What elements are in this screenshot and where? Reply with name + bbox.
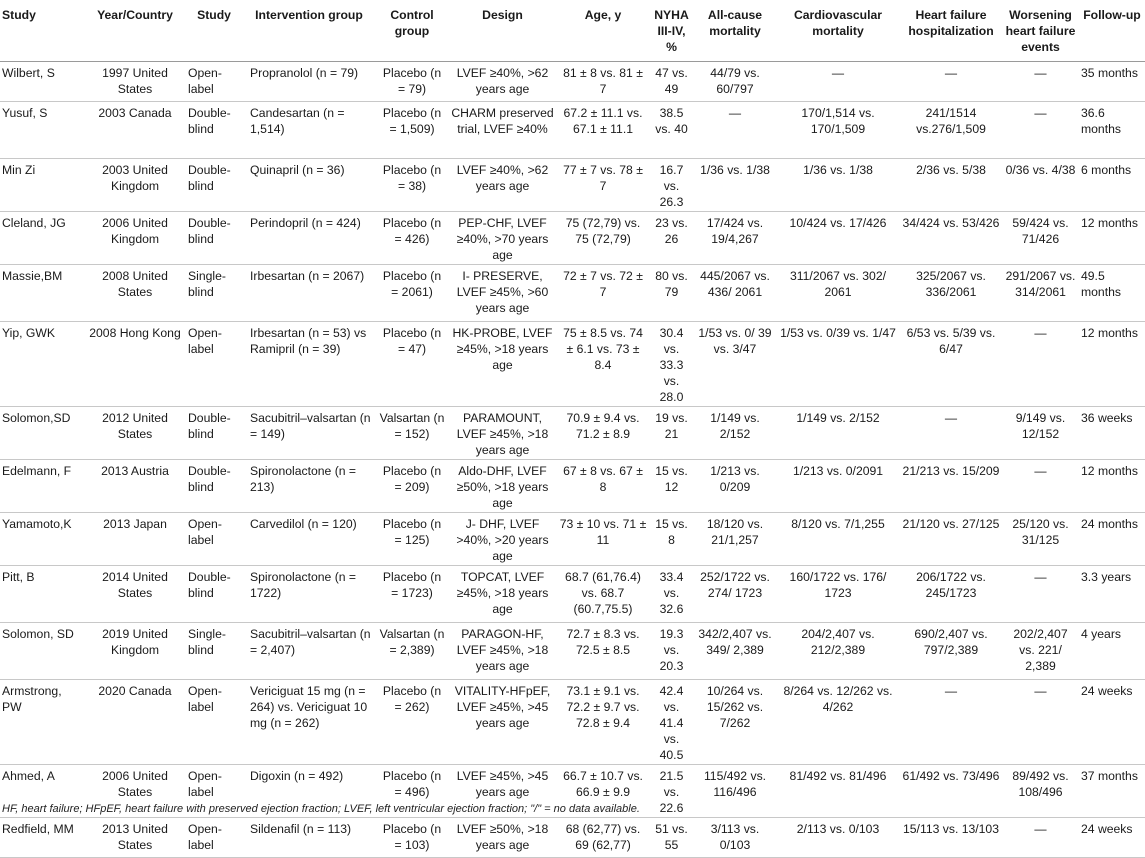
cell-worsening-hf: 202/2,407 vs. 221/ 2,389 — [1002, 623, 1079, 680]
header-year-country: Year/Country — [84, 3, 186, 62]
cell-intervention: Sacubitril–valsartan (n = 149) — [242, 407, 376, 460]
cell-study: Solomon,SD — [0, 407, 84, 460]
cell-worsening-hf: — — [1002, 460, 1079, 513]
cell-age: 73.1 ± 9.1 vs. 72.2 ± 9.7 vs. 72.8 ± 9.4 — [557, 680, 649, 765]
table-row — [0, 566, 1145, 623]
table-row — [0, 212, 1145, 265]
cell-worsening-hf: 25/120 vs. 31/125 — [1002, 513, 1079, 566]
table-row — [0, 680, 1145, 765]
cell-hf-hospitalization: 2/36 vs. 5/38 — [900, 159, 1002, 212]
cell-cv-mortality: 2/113 vs. 0/103 — [776, 818, 900, 858]
cell-age: 68.7 (61,76.4) vs. 68.7 (60.7,75.5) — [557, 566, 649, 623]
header-intervention: Intervention group — [242, 3, 376, 62]
cell-intervention: Propranolol (n = 79) — [242, 62, 376, 102]
cell-follow-up: 24 weeks — [1079, 680, 1145, 765]
cell-study: Armstrong, PW — [0, 680, 84, 765]
header-age: Age, y — [557, 3, 649, 62]
cell-follow-up: 24 months — [1079, 513, 1145, 566]
cell-intervention: Candesartan (n = 1,514) — [242, 102, 376, 159]
table-row — [0, 818, 1145, 858]
header-study-type: Study — [186, 3, 242, 62]
cell-study-type: Single-blind — [186, 265, 242, 322]
cell-year-country: 2019 United Kingdom — [84, 623, 186, 680]
cell-worsening-hf: — — [1002, 680, 1079, 765]
study-characteristics-table — [0, 3, 1145, 858]
cell-cv-mortality: 311/2067 vs. 302/ 2061 — [776, 265, 900, 322]
table-row — [0, 265, 1145, 322]
cell-design: PARAGON-HF, LVEF ≥45%, >18 years age — [448, 623, 557, 680]
cell-study-type: Double-blind — [186, 102, 242, 159]
cell-follow-up: 49.5 months — [1079, 265, 1145, 322]
cell-nyha: 33.4 vs. 32.6 — [649, 566, 694, 623]
cell-all-cause-mortality: 445/2067 vs. 436/ 2061 — [694, 265, 776, 322]
cell-intervention: Quinapril (n = 36) — [242, 159, 376, 212]
cell-year-country: 2006 United Kingdom — [84, 212, 186, 265]
cell-age: 67.2 ± 11.1 vs. 67.1 ± 11.1 — [557, 102, 649, 159]
cell-age: 75 (72,79) vs. 75 (72,79) — [557, 212, 649, 265]
cell-intervention: Irbesartan (n = 53) vs Ramipril (n = 39) — [242, 322, 376, 407]
cell-intervention: Vericiguat 15 mg (n = 264) vs. Vericiguat 10 mg (n = 262) — [242, 680, 376, 765]
cell-all-cause-mortality: — — [694, 102, 776, 159]
cell-study-type: Open-label — [186, 680, 242, 765]
header-nyha: NYHA III-IV, % — [649, 3, 694, 62]
cell-control: Placebo (n = 496) — [376, 765, 448, 818]
cell-hf-hospitalization: 6/53 vs. 5/39 vs. 6/47 — [900, 322, 1002, 407]
cell-control: Placebo (n = 2061) — [376, 265, 448, 322]
table-row — [0, 322, 1145, 407]
cell-hf-hospitalization: 241/1514 vs.276/1,509 — [900, 102, 1002, 159]
cell-worsening-hf: 9/149 vs. 12/152 — [1002, 407, 1079, 460]
cell-design: PEP-CHF, LVEF ≥40%, >70 years age — [448, 212, 557, 265]
cell-year-country: 1997 United States — [84, 62, 186, 102]
cell-follow-up: 37 months — [1079, 765, 1145, 818]
cell-cv-mortality: 170/1,514 vs. 170/1,509 — [776, 102, 900, 159]
cell-follow-up: 4 years — [1079, 623, 1145, 680]
cell-nyha: 21.5 vs. 22.6 — [649, 765, 694, 818]
cell-all-cause-mortality: 17/424 vs. 19/4,267 — [694, 212, 776, 265]
cell-hf-hospitalization: 325/2067 vs. 336/2061 — [900, 265, 1002, 322]
cell-hf-hospitalization: 34/424 vs. 53/426 — [900, 212, 1002, 265]
cell-control: Placebo (n = 125) — [376, 513, 448, 566]
cell-worsening-hf: — — [1002, 322, 1079, 407]
cell-cv-mortality: 1/213 vs. 0/2091 — [776, 460, 900, 513]
cell-year-country: 2013 Japan — [84, 513, 186, 566]
cell-study: Yusuf, S — [0, 102, 84, 159]
cell-control: Valsartan (n = 2,389) — [376, 623, 448, 680]
cell-hf-hospitalization: — — [900, 62, 1002, 102]
cell-cv-mortality: 8/264 vs. 12/262 vs. 4/262 — [776, 680, 900, 765]
cell-nyha: 51 vs. 55 — [649, 818, 694, 858]
table-row — [0, 159, 1145, 212]
cell-study-type: Open-label — [186, 62, 242, 102]
cell-nyha: 42.4 vs. 41.4 vs. 40.5 — [649, 680, 694, 765]
cell-nyha: 15 vs. 8 — [649, 513, 694, 566]
cell-age: 68 (62,77) vs. 69 (62,77) — [557, 818, 649, 858]
cell-year-country: 2014 United States — [84, 566, 186, 623]
cell-cv-mortality: 160/1722 vs. 176/ 1723 — [776, 566, 900, 623]
cell-year-country: 2006 United States — [84, 765, 186, 818]
cell-age: 67 ± 8 vs. 67 ± 8 — [557, 460, 649, 513]
cell-all-cause-mortality: 3/113 vs. 0/103 — [694, 818, 776, 858]
cell-study-type: Double-blind — [186, 407, 242, 460]
cell-control: Placebo (n = 103) — [376, 818, 448, 858]
cell-study: Wilbert, S — [0, 62, 84, 102]
cell-study-type: Double-blind — [186, 159, 242, 212]
cell-worsening-hf: 59/424 vs. 71/426 — [1002, 212, 1079, 265]
cell-cv-mortality: 1/36 vs. 1/38 — [776, 159, 900, 212]
cell-cv-mortality: 81/492 vs. 81/496 — [776, 765, 900, 818]
cell-control: Placebo (n = 79) — [376, 62, 448, 102]
cell-year-country: 2003 Canada — [84, 102, 186, 159]
cell-control: Placebo (n = 426) — [376, 212, 448, 265]
cell-cv-mortality: — — [776, 62, 900, 102]
cell-cv-mortality: 1/53 vs. 0/39 vs. 1/47 — [776, 322, 900, 407]
cell-worsening-hf: — — [1002, 102, 1079, 159]
header-study: Study — [0, 3, 84, 62]
cell-age: 72.7 ± 8.3 vs. 72.5 ± 8.5 — [557, 623, 649, 680]
cell-hf-hospitalization: 206/1722 vs. 245/1723 — [900, 566, 1002, 623]
header-worsening-hf: Worsening heart failure events — [1002, 3, 1079, 62]
cell-all-cause-mortality: 18/120 vs. 21/1,257 — [694, 513, 776, 566]
cell-nyha: 80 vs. 79 — [649, 265, 694, 322]
cell-hf-hospitalization: 21/120 vs. 27/125 — [900, 513, 1002, 566]
cell-study-type: Open-label — [186, 513, 242, 566]
cell-control: Placebo (n = 38) — [376, 159, 448, 212]
cell-design: HK-PROBE, LVEF ≥45%, >18 years age — [448, 322, 557, 407]
cell-control: Placebo (n = 262) — [376, 680, 448, 765]
cell-design: TOPCAT, LVEF ≥45%, >18 years age — [448, 566, 557, 623]
cell-study-type: Double-blind — [186, 566, 242, 623]
cell-age: 73 ± 10 vs. 71 ± 11 — [557, 513, 649, 566]
cell-study: Yip, GWK — [0, 322, 84, 407]
cell-design: LVEF ≥45%, >45 years age — [448, 765, 557, 818]
cell-intervention: Spironolactone (n = 213) — [242, 460, 376, 513]
cell-cv-mortality: 1/149 vs. 2/152 — [776, 407, 900, 460]
table-row — [0, 513, 1145, 566]
cell-control: Placebo (n = 209) — [376, 460, 448, 513]
header-follow-up: Follow-up — [1079, 3, 1145, 62]
cell-nyha: 19 vs. 21 — [649, 407, 694, 460]
cell-hf-hospitalization: 21/213 vs. 15/209 — [900, 460, 1002, 513]
cell-age: 77 ± 7 vs. 78 ± 7 — [557, 159, 649, 212]
cell-study-type: Open-label — [186, 322, 242, 407]
cell-study: Redfield, MM — [0, 818, 84, 858]
cell-year-country: 2013 Austria — [84, 460, 186, 513]
header-row — [0, 3, 1145, 62]
header-design: Design — [448, 3, 557, 62]
cell-follow-up: 35 months — [1079, 62, 1145, 102]
cell-follow-up: 24 weeks — [1079, 818, 1145, 858]
cell-all-cause-mortality: 342/2,407 vs. 349/ 2,389 — [694, 623, 776, 680]
cell-all-cause-mortality: 252/1722 vs. 274/ 1723 — [694, 566, 776, 623]
cell-study-type: Open-label — [186, 765, 242, 818]
cell-study: Yamamoto,K — [0, 513, 84, 566]
cell-intervention: Spironolactone (n = 1722) — [242, 566, 376, 623]
cell-nyha: 15 vs. 12 — [649, 460, 694, 513]
cell-study-type: Double-blind — [186, 460, 242, 513]
cell-all-cause-mortality: 1/149 vs. 2/152 — [694, 407, 776, 460]
cell-nyha: 19.3 vs. 20.3 — [649, 623, 694, 680]
cell-intervention: Carvedilol (n = 120) — [242, 513, 376, 566]
table-body — [0, 62, 1145, 858]
cell-study: Min Zi — [0, 159, 84, 212]
header-hf-hospitalization: Heart failure hospitalization — [900, 3, 1002, 62]
cell-follow-up: 36.6 months — [1079, 102, 1145, 159]
cell-intervention: Sacubitril–valsartan (n = 2,407) — [242, 623, 376, 680]
cell-worsening-hf: — — [1002, 566, 1079, 623]
table-row — [0, 62, 1145, 102]
cell-design: LVEF ≥50%, >18 years age — [448, 818, 557, 858]
cell-study: Solomon, SD — [0, 623, 84, 680]
cell-all-cause-mortality: 1/36 vs. 1/38 — [694, 159, 776, 212]
cell-follow-up: 12 months — [1079, 460, 1145, 513]
cell-worsening-hf: — — [1002, 62, 1079, 102]
cell-hf-hospitalization: — — [900, 407, 1002, 460]
cell-all-cause-mortality: 115/492 vs. 116/496 — [694, 765, 776, 818]
cell-intervention: Perindopril (n = 424) — [242, 212, 376, 265]
cell-age: 72 ± 7 vs. 72 ± 7 — [557, 265, 649, 322]
cell-hf-hospitalization: 15/113 vs. 13/103 — [900, 818, 1002, 858]
cell-design: LVEF ≥40%, >62 years age — [448, 159, 557, 212]
header-cv-mortality: Cardiovascular mortality — [776, 3, 900, 62]
cell-age: 66.7 ± 10.7 vs. 66.9 ± 9.9 — [557, 765, 649, 818]
cell-design: Aldo-DHF, LVEF ≥50%, >18 years age — [448, 460, 557, 513]
cell-nyha: 23 vs. 26 — [649, 212, 694, 265]
cell-nyha: 16.7 vs. 26.3 — [649, 159, 694, 212]
cell-control: Placebo (n = 1,509) — [376, 102, 448, 159]
cell-year-country: 2020 Canada — [84, 680, 186, 765]
cell-nyha: 30.4 vs. 33.3 vs. 28.0 — [649, 322, 694, 407]
cell-study-type: Double-blind — [186, 212, 242, 265]
cell-design: CHARM preserved trial, LVEF ≥40% — [448, 102, 557, 159]
cell-all-cause-mortality: 1/213 vs. 0/209 — [694, 460, 776, 513]
cell-worsening-hf: — — [1002, 818, 1079, 858]
table-footnote: HF, heart failure; HFpEF, heart failure with preserved ejection fraction; LVEF, left ventricular ejection fraction; "/" = no data available. — [2, 803, 640, 815]
cell-design: J- DHF, LVEF >40%, >20 years age — [448, 513, 557, 566]
cell-follow-up: 3.3 years — [1079, 566, 1145, 623]
cell-control: Placebo (n = 47) — [376, 322, 448, 407]
cell-hf-hospitalization: — — [900, 680, 1002, 765]
cell-worsening-hf: 291/2067 vs. 314/2061 — [1002, 265, 1079, 322]
cell-cv-mortality: 204/2,407 vs. 212/2,389 — [776, 623, 900, 680]
cell-all-cause-mortality: 1/53 vs. 0/ 39 vs. 3/47 — [694, 322, 776, 407]
cell-year-country: 2012 United States — [84, 407, 186, 460]
cell-age: 75 ± 8.5 vs. 74 ± 6.1 vs. 73 ± 8.4 — [557, 322, 649, 407]
cell-year-country: 2003 United Kingdom — [84, 159, 186, 212]
table-row — [0, 407, 1145, 460]
cell-control: Valsartan (n = 152) — [376, 407, 448, 460]
cell-intervention: Digoxin (n = 492) — [242, 765, 376, 818]
table-row — [0, 460, 1145, 513]
cell-cv-mortality: 8/120 vs. 7/1,255 — [776, 513, 900, 566]
cell-hf-hospitalization: 690/2,407 vs. 797/2,389 — [900, 623, 1002, 680]
cell-control: Placebo (n = 1723) — [376, 566, 448, 623]
cell-year-country: 2008 United States — [84, 265, 186, 322]
cell-year-country: 2013 United States — [84, 818, 186, 858]
cell-all-cause-mortality: 10/264 vs. 15/262 vs. 7/262 — [694, 680, 776, 765]
cell-follow-up: 36 weeks — [1079, 407, 1145, 460]
cell-design: VITALITY-HFpEF, LVEF ≥45%, >45 years age — [448, 680, 557, 765]
cell-study: Ahmed, A — [0, 765, 84, 818]
cell-follow-up: 12 months — [1079, 322, 1145, 407]
cell-design: I- PRESERVE, LVEF ≥45%, >60 years age — [448, 265, 557, 322]
cell-study-type: Single-blind — [186, 623, 242, 680]
table-row — [0, 102, 1145, 159]
cell-study: Edelmann, F — [0, 460, 84, 513]
header-control: Control group — [376, 3, 448, 62]
cell-hf-hospitalization: 61/492 vs. 73/496 — [900, 765, 1002, 818]
cell-intervention: Sildenafil (n = 113) — [242, 818, 376, 858]
cell-study-type: Open-label — [186, 818, 242, 858]
cell-age: 81 ± 8 vs. 81 ± 7 — [557, 62, 649, 102]
cell-study: Cleland, JG — [0, 212, 84, 265]
cell-worsening-hf: 0/36 vs. 4/38 — [1002, 159, 1079, 212]
cell-age: 70.9 ± 9.4 vs. 71.2 ± 8.9 — [557, 407, 649, 460]
cell-study: Massie,BM — [0, 265, 84, 322]
header-all-cause-mortality: All-cause mortality — [694, 3, 776, 62]
cell-cv-mortality: 10/424 vs. 17/426 — [776, 212, 900, 265]
cell-nyha: 38.5 vs. 40 — [649, 102, 694, 159]
cell-study: Pitt, B — [0, 566, 84, 623]
cell-design: LVEF ≥40%, >62 years age — [448, 62, 557, 102]
cell-all-cause-mortality: 44/79 vs. 60/797 — [694, 62, 776, 102]
cell-worsening-hf: 89/492 vs. 108/496 — [1002, 765, 1079, 818]
cell-nyha: 47 vs. 49 — [649, 62, 694, 102]
cell-year-country: 2008 Hong Kong — [84, 322, 186, 407]
cell-intervention: Irbesartan (n = 2067) — [242, 265, 376, 322]
cell-follow-up: 12 months — [1079, 212, 1145, 265]
cell-follow-up: 6 months — [1079, 159, 1145, 212]
table-row — [0, 623, 1145, 680]
cell-design: PARAMOUNT, LVEF ≥45%, >18 years age — [448, 407, 557, 460]
